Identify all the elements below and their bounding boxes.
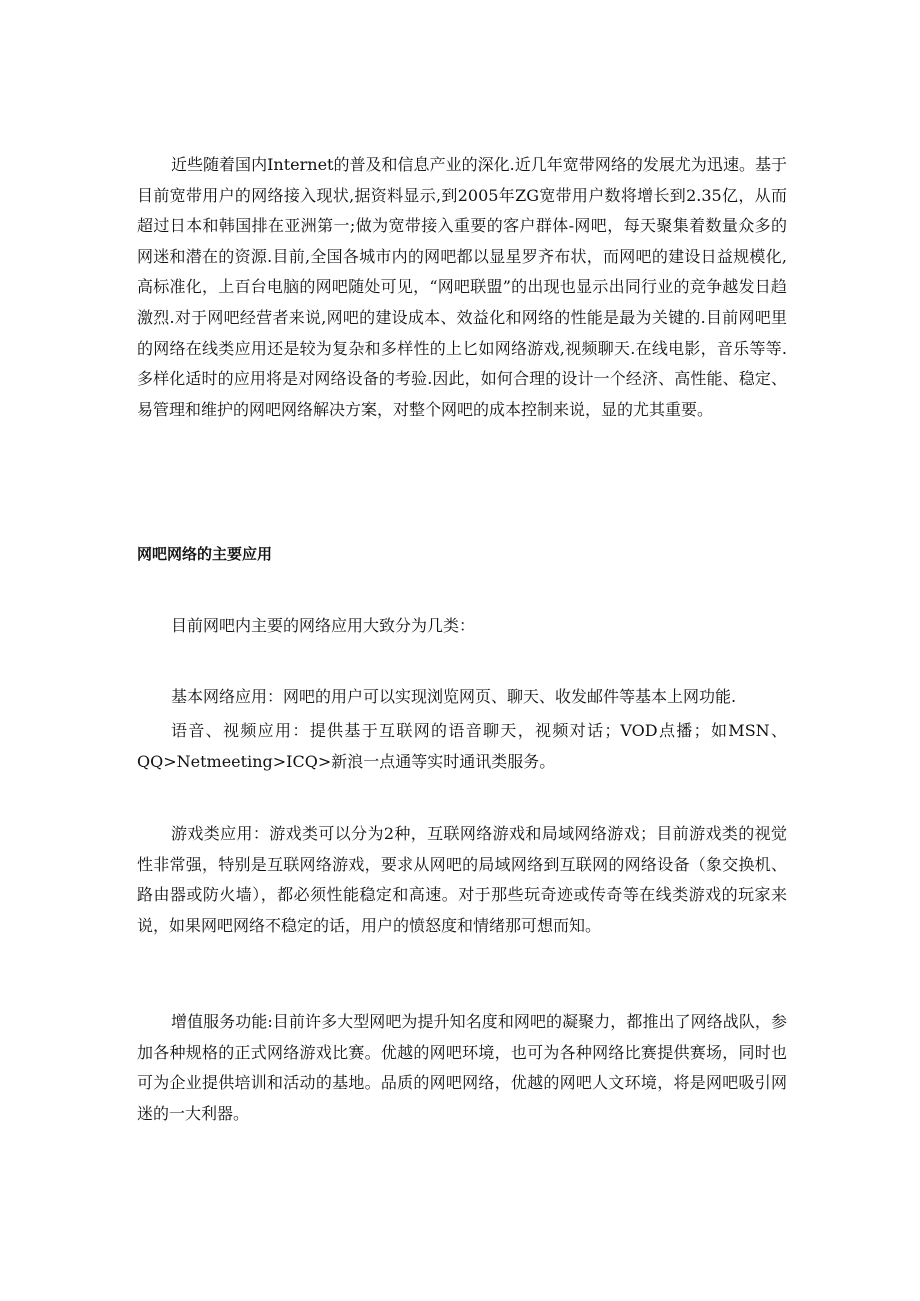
intro-paragraph: 近些随着国内Internet的普及和信息产业的深化.近几年宽带网络的发展尤为迅速。基于目前宽带用户的网络接入现状,据资料显示,到2005年ZG宽带用户数将增长到2.35亿，从而超过日本和韩国排在亚洲第一;做为宽带接入重要的客户群体-网吧，每天聚集着数量众多的网迷和潜在的资源.目前,全国各城市内的网吧都以显星罗齐布状，而网吧的建设日益规模化,高标准化，上百台电脑的网吧随处可见，“网吧联盟”的出现也显示出同行业的竞争越发日趋激烈.对于网吧经营者来说,网吧的建设成本、效益化和网络的性能是最为关键的.目前网吧里的网络在线类应用还是较为复杂和多样性的上匕如网络游戏,视频聊天.在线电影，音乐等等.多样化适时的应用将是对网络设备的考验.因此，如何合理的设计一个经济、高性能、稳定、易管理和维护的网吧网络解决方案，对整个网吧的成本控制来说，显的尤其重要。: [137, 155, 787, 419]
basic-network-application-paragraph: 基本网络应用：网吧的用户可以实现浏览网页、聊天、收发邮件等基本上网功能.: [171, 687, 737, 706]
applications-lead-paragraph: 目前网吧内主要的网络应用大致分为几类：: [171, 616, 476, 635]
section-heading: 网吧网络的主要应用: [137, 545, 273, 563]
voice-video-application-paragraph: 语音、视频应用：提供基于互联网的语音聊天，视频对话；VOD点播；如MSN、QQ>Netmeeting>ICQ>新浪一点通等实时通讯类服务。: [137, 721, 787, 771]
game-application-paragraph: 游戏类应用：游戏类可以分为2种，互联网络游戏和局域网络游戏；目前游戏类的视觉性非常强，特别是互联网络游戏，要求从网吧的局域网络到互联网的网络设备（象交换机、路由器或防火墙），都必须性能稳定和高速。对于那些玩奇迹或传奇等在线类游戏的玩家来说，如果网吧网络不稳定的话，用户的愤怒度和情绪那可想而知。: [137, 824, 787, 935]
value-added-service-paragraph: 增值服务功能:目前许多大型网吧为提升知名度和网吧的凝聚力，都推出了网络战队，参加各种规格的正式网络游戏比赛。优越的网吧环境，也可为各种网络比赛提供赛场，同时也可为企业提供培训和活动的基地。品质的网吧网络，优越的网吧人文环境，将是网吧吸引网迷的一大利器。: [137, 1012, 787, 1123]
